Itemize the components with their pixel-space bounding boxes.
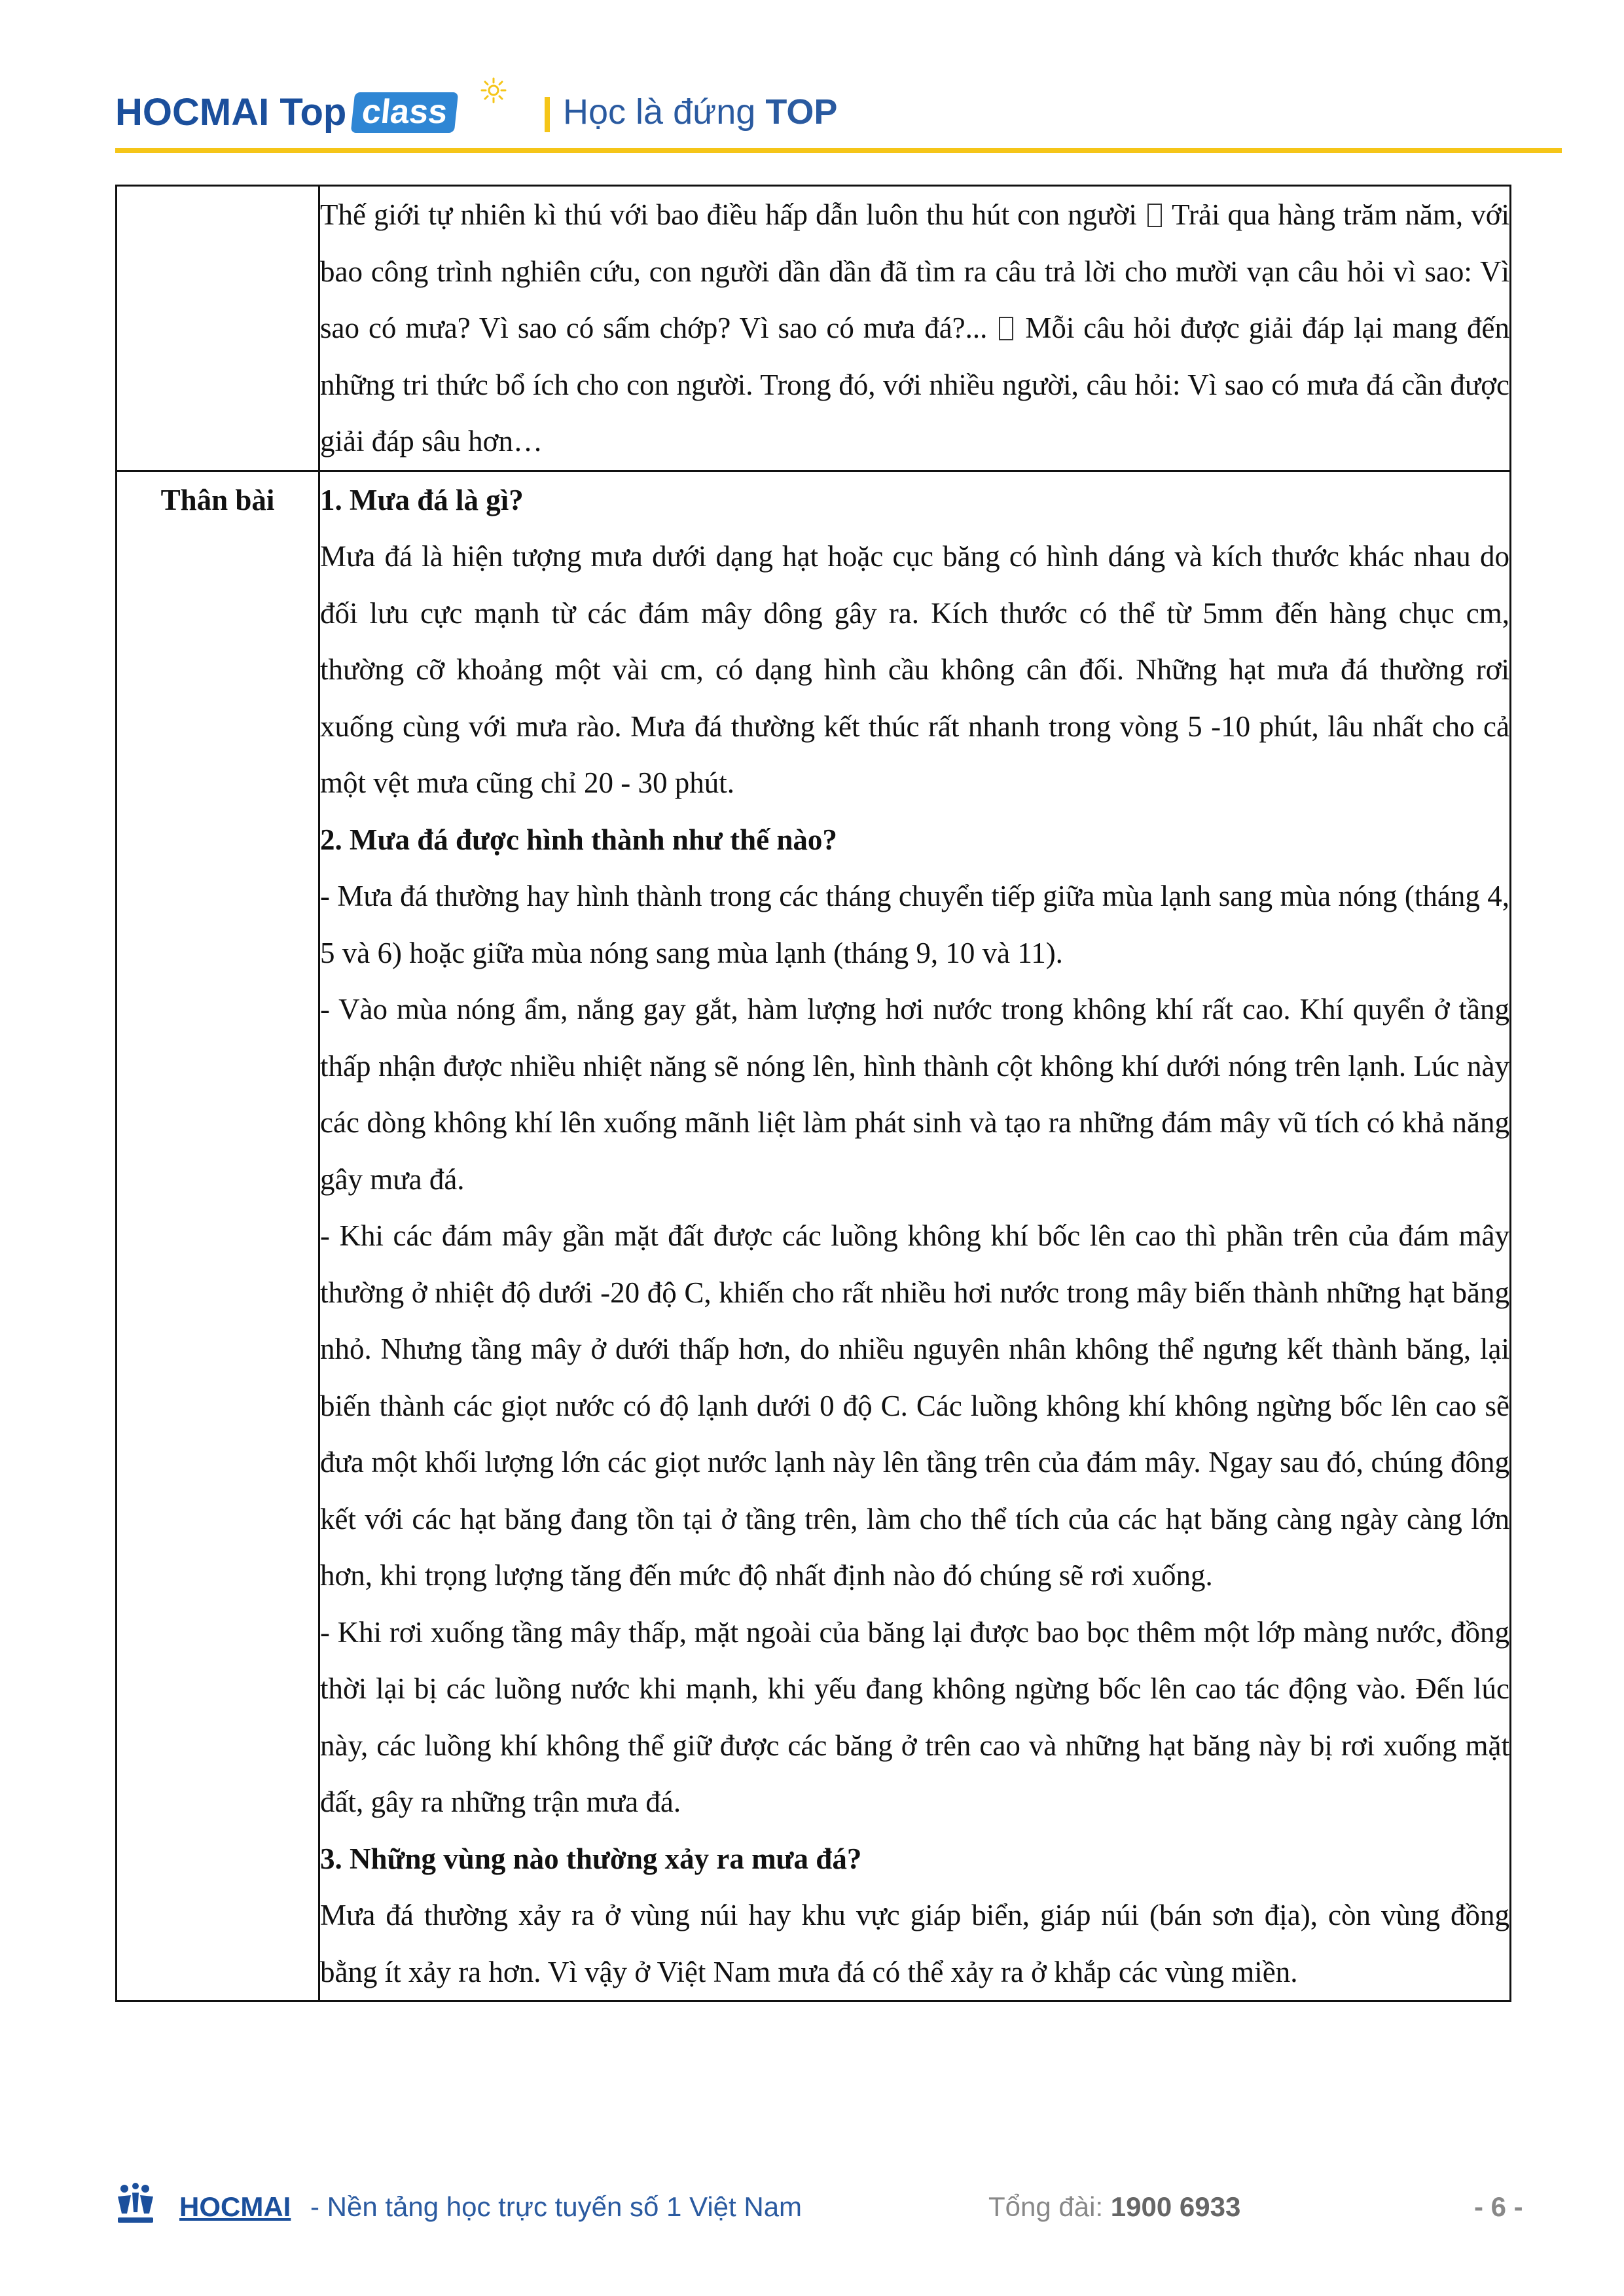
section-paragraph: - Khi rơi xuống tầng mây thấp, mặt ngoài của băng lại được bao bọc thêm một lớp màng nước, đồng thời lại bị các luồng nước khi mạnh, khi yếu đang không ngừng bốc lên cao tác động vào. Đến lúc này, các luồng khí không thể giữ được các băng ở trên cao và những hạt băng này bị rơi xuống mặt đất, gây ra những trận mưa đá. bbox=[320, 1615, 1509, 1818]
page-header bbox=[115, 72, 1562, 157]
table-row-body bbox=[117, 471, 1511, 2001]
missing-glyph-icon bbox=[999, 317, 1013, 340]
section-heading: 2. Mưa đá được hình thành như thế nào? bbox=[320, 823, 837, 856]
logo-badge: class bbox=[351, 92, 459, 133]
sun-icon bbox=[480, 77, 507, 103]
hotline-number: 1900 6933 bbox=[1110, 2191, 1241, 2222]
intro-text-c: Mỗi câu hỏi được giải đáp lại mang đến những tri thức bổ ích cho con người. Trong đó, với nhiều người, câu hỏi: Vì sao có mưa đá cần được giải đáp sâu hơn… bbox=[320, 312, 1509, 457]
hocmai-topclass-logo bbox=[115, 90, 456, 134]
intro-text-b: Trải qua hàng trăm năm, với bao công trình nghiên cứu, con người dần dần đã tìm ra câu trả lời cho mười vạn câu hỏi vì sao: Vì sao có mưa? Vì sao có sấm chớp? Vì sao có mưa đá?... bbox=[320, 198, 1509, 344]
footer-slogan: - Nền tảng học trực tuyến số 1 Việt Nam bbox=[310, 2191, 803, 2222]
page-number: - 6 - bbox=[1474, 2191, 1523, 2222]
page-footer bbox=[115, 2179, 1536, 2245]
intro-text-a: Thế giới tự nhiên kì thú với bao điều hấp dẫn luôn thu hút con người bbox=[320, 198, 1145, 231]
footer-hotline bbox=[988, 2191, 1240, 2223]
header-rule bbox=[115, 148, 1562, 153]
header-tagline bbox=[563, 92, 837, 132]
footer-brand-link[interactable]: HOCMAI bbox=[179, 2191, 291, 2222]
missing-glyph-icon bbox=[1147, 204, 1162, 227]
tagline-divider bbox=[545, 97, 550, 132]
hotline-label: Tổng đài: bbox=[988, 2191, 1111, 2222]
section-heading: 1. Mưa đá là gì? bbox=[320, 483, 524, 516]
row-label: Thân bài bbox=[117, 471, 319, 2001]
row-content bbox=[319, 471, 1511, 2001]
logo-text: HOCMAI Top bbox=[115, 91, 347, 134]
tagline-prefix: Học là đứng bbox=[563, 92, 766, 132]
hocmai-people-icon bbox=[115, 2182, 156, 2225]
tagline-emphasis: TOP bbox=[765, 92, 838, 132]
section-paragraph: Mưa đá là hiện tượng mưa dưới dạng hạt hoặc cục băng có hình dáng và kích thước khác nhau do đối lưu cực mạnh từ các đám mây dông gây ra. Kích thước có thể từ 5mm đến hàng chục cm, thường cỡ khoảng một vài cm, có dạng hình cầu không cân đối. Những hạt mưa đá thường rơi xuống cùng với mưa rào. Mưa đá thường kết thúc rất nhanh trong vòng 5 -10 phút, lâu nhất cho cả một vệt mưa cũng chỉ 20 - 30 phút. bbox=[320, 540, 1509, 799]
row-content bbox=[319, 186, 1511, 471]
section-paragraph: - Mưa đá thường hay hình thành trong các tháng chuyển tiếp giữa mùa lạnh sang mùa nóng (tháng 4, 5 và 6) hoặc giữa mùa nóng sang mùa lạnh (tháng 9, 10 và 11). bbox=[320, 880, 1509, 969]
section-paragraph: Mưa đá thường xảy ra ở vùng núi hay khu vực giáp biển, giáp núi (bán sơn địa), còn vùng đồng bằng ít xảy ra hơn. Vì vậy ở Việt Nam mưa đá có thể xảy ra ở khắp các vùng miền. bbox=[320, 1899, 1509, 1988]
essay-outline-table bbox=[115, 185, 1511, 2002]
table-row-intro bbox=[117, 186, 1511, 471]
section-paragraph: - Khi các đám mây gần mặt đất được các luồng không khí bốc lên cao thì phần trên của đám mây thường ở nhiệt độ dưới -20 độ C, khiến cho rất nhiều hơi nước trong mây biến thành những hạt băng nhỏ. Nhưng tầng mây ở dưới thấp hơn, do nhiều nguyên nhân không thể ngưng kết thành băng, lại biến thành các giọt nước có độ lạnh dưới 0 độ C. Các luồng không khí không ngừng bốc lên cao sẽ đưa một khối lượng lớn các giọt nước lạnh này lên tầng trên của đám mây. Ngay sau đó, chúng đông kết với các hạt băng đang tồn tại ở tầng trên, làm cho thể tích của các hạt băng càng ngày càng lớn hơn, khi trọng lượng tăng đến mức độ nhất định nào đó chúng sẽ rơi xuống. bbox=[320, 1219, 1509, 1592]
section-heading: 3. Những vùng nào thường xảy ra mưa đá? bbox=[320, 1842, 862, 1875]
section-paragraph: - Vào mùa nóng ẩm, nắng gay gắt, hàm lượng hơi nước trong không khí rất cao. Khí quyển ở tầng thấp nhận được nhiều nhiệt năng sẽ nóng lên, hình thành cột không khí dưới nóng trên lạnh. Lúc này các dòng không khí lên xuống mãnh liệt làm phát sinh và tạo ra những đám mây vũ tích có khả năng gây mưa đá. bbox=[320, 993, 1509, 1196]
intro-paragraph bbox=[320, 187, 1509, 470]
row-label bbox=[117, 186, 319, 471]
